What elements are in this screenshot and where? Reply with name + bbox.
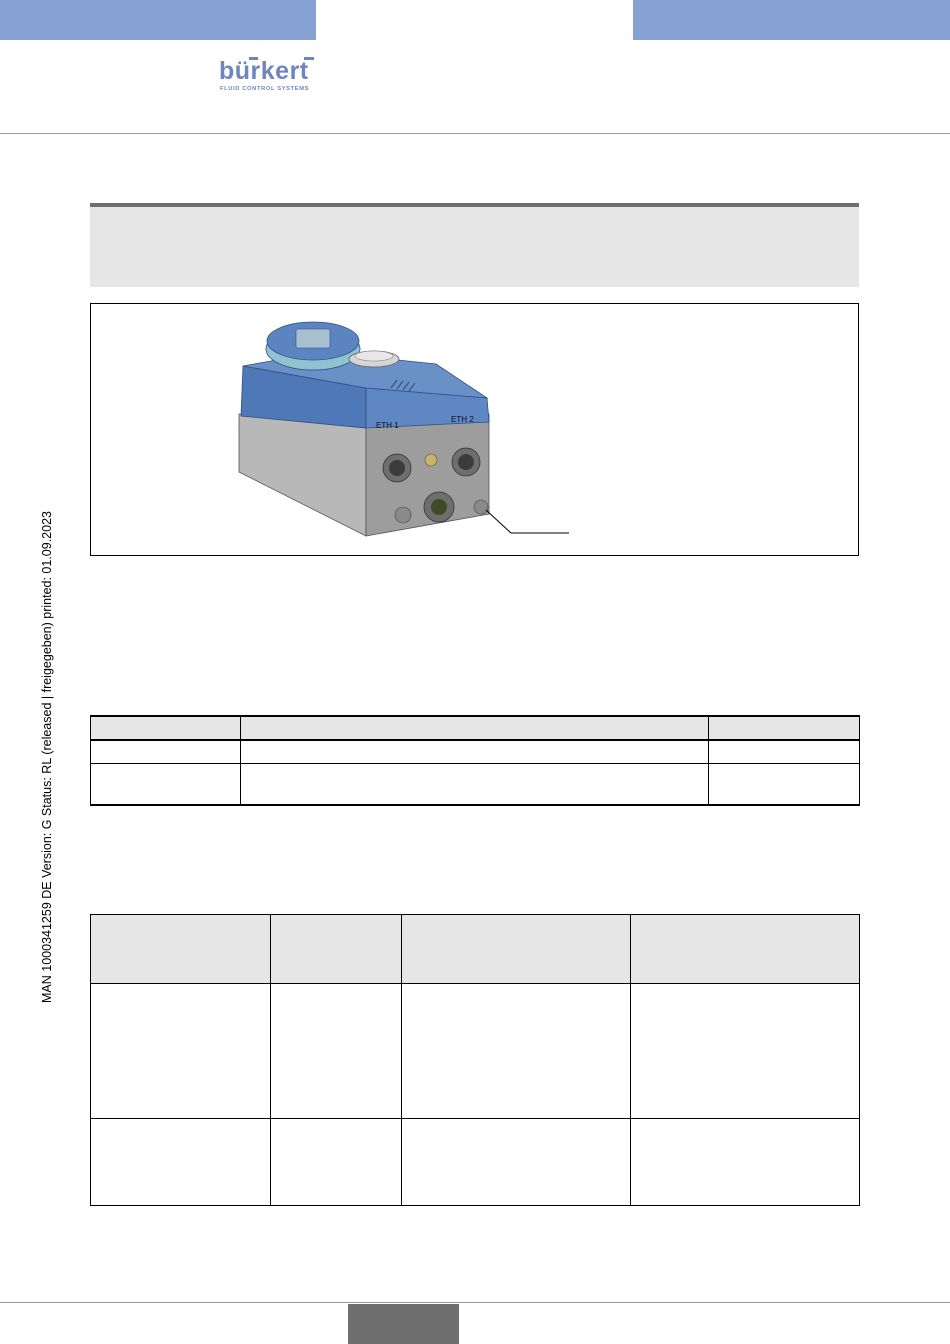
- table-2: [90, 914, 860, 1206]
- eth1-label: ETH 1: [376, 421, 399, 430]
- footer-divider: [0, 1302, 950, 1303]
- buerkert-logo: [219, 57, 319, 97]
- table-1-header-row: [91, 716, 860, 740]
- header-bar-left: [0, 0, 316, 40]
- device-illustration: [91, 304, 858, 555]
- page-number-tab: [348, 1304, 459, 1344]
- figure-frame: [90, 303, 859, 556]
- header-divider: [0, 133, 950, 134]
- release-status-note: MAN 1000341259 DE Version: G Status: RL (released | freigegeben) printed: 01.09.2023: [40, 511, 54, 1003]
- table-row: [91, 1119, 860, 1206]
- table-2-header-row: [91, 915, 860, 984]
- logo-wordmark: bürkert: [219, 57, 309, 85]
- section-heading-box: [90, 203, 859, 287]
- table-1: [90, 715, 860, 806]
- header-bar-right: [633, 0, 950, 40]
- table-row: [91, 740, 860, 764]
- eth2-label: ETH 2: [451, 415, 474, 424]
- table-row: [91, 764, 860, 806]
- logo-tagline: FLUID CONTROL SYSTEMS: [220, 86, 310, 92]
- table-row: [91, 984, 860, 1119]
